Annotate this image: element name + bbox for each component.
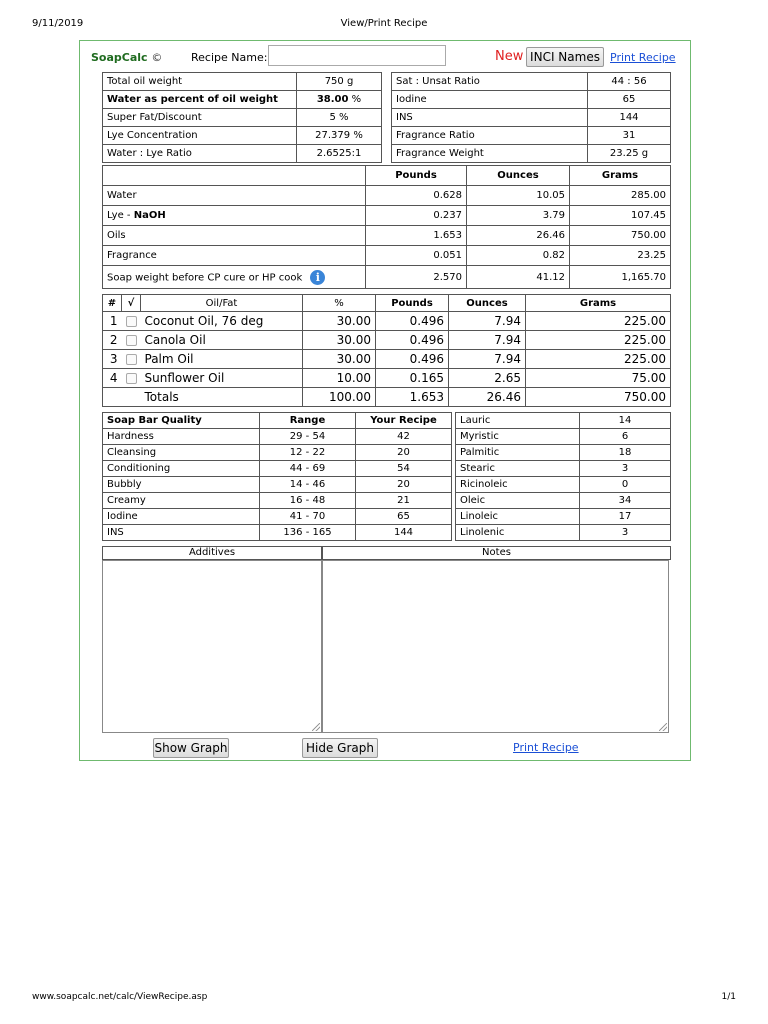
- quality-row: [103, 509, 452, 525]
- property-row: [392, 145, 671, 163]
- weight-pounds: 0.051: [366, 246, 467, 266]
- oil-settings-table: [102, 72, 382, 163]
- oils-header-name: Oil/Fat: [141, 295, 303, 312]
- quality-header-range: Range: [260, 413, 356, 429]
- weight-label-text: Lye -: [107, 210, 134, 221]
- info-icon[interactable]: i: [310, 270, 325, 285]
- quality-row: [103, 493, 452, 509]
- quality-row: [103, 477, 452, 493]
- fatty-acid-name: Linoleic: [456, 509, 580, 525]
- fatty-acid-row: [456, 525, 671, 541]
- property-label: Fragrance Weight: [392, 145, 588, 163]
- setting-value-number: 38.00: [316, 94, 349, 105]
- weight-ounces: 0.82: [467, 246, 570, 266]
- oil-grams: 225.00: [526, 312, 671, 331]
- oil-ounces: 7.94: [449, 350, 526, 369]
- fatty-acid-name: Lauric: [456, 413, 580, 429]
- quality-range: 16 - 48: [260, 493, 356, 509]
- setting-label: Water as percent of oil weight: [103, 91, 297, 109]
- quality-value: 65: [356, 509, 452, 525]
- weight-label: [103, 186, 366, 206]
- notes-header: Notes: [322, 546, 671, 560]
- weight-label: [103, 226, 366, 246]
- weight-row: [103, 206, 671, 226]
- quality-value: 20: [356, 477, 452, 493]
- weight-grams: 285.00: [570, 186, 671, 206]
- weight-row: [103, 186, 671, 206]
- quality-name: Bubbly: [103, 477, 260, 493]
- setting-value: [297, 73, 382, 91]
- recipe-name-input[interactable]: [268, 45, 446, 66]
- weight-label-text: Water: [107, 190, 137, 201]
- settings-row: [103, 145, 382, 163]
- fatty-acid-name: Stearic: [456, 461, 580, 477]
- oil-checkbox-cell: [122, 312, 141, 331]
- fatty-acid-name: Ricinoleic: [456, 477, 580, 493]
- property-row: [392, 73, 671, 91]
- settings-row: [103, 109, 382, 127]
- oil-pct: 30.00: [303, 331, 376, 350]
- fatty-acid-value: 17: [580, 509, 671, 525]
- quality-row: [103, 445, 452, 461]
- property-label: Iodine: [392, 91, 588, 109]
- quality-name: Hardness: [103, 429, 260, 445]
- property-value: 65: [588, 91, 671, 109]
- fatty-acid-value: 18: [580, 445, 671, 461]
- quality-row: [103, 461, 452, 477]
- weight-pounds: 0.628: [366, 186, 467, 206]
- fatty-acid-row: [456, 445, 671, 461]
- oil-row: [103, 369, 671, 388]
- weight-row: [103, 226, 671, 246]
- resize-grip-icon[interactable]: [659, 723, 667, 731]
- print-url: www.soapcalc.net/calc/ViewRecipe.asp: [32, 992, 208, 1002]
- quality-row: [103, 525, 452, 541]
- totals-ounces: 26.46: [449, 388, 526, 407]
- property-value: 44 : 56: [588, 73, 671, 91]
- weights-header-blank: [103, 166, 366, 186]
- quality-range: 44 - 69: [260, 461, 356, 477]
- oil-checkbox-cell: [122, 331, 141, 350]
- soap-weight-label: [103, 266, 366, 289]
- weight-label: [103, 206, 366, 226]
- quality-row: [103, 429, 452, 445]
- oils-header-check: √: [122, 295, 141, 312]
- property-row: [392, 91, 671, 109]
- inci-names-button[interactable]: INCI Names: [526, 47, 604, 67]
- fatty-acid-row: [456, 477, 671, 493]
- oil-number: 4: [103, 369, 122, 388]
- recipe-name-label: Recipe Name:: [191, 51, 268, 64]
- quality-value: 144: [356, 525, 452, 541]
- fatty-acid-row: [456, 509, 671, 525]
- property-row: [392, 109, 671, 127]
- oil-row: [103, 350, 671, 369]
- oil-ounces: 7.94: [449, 312, 526, 331]
- oil-pounds: 0.496: [376, 331, 449, 350]
- print-footer: [32, 992, 736, 1006]
- soap-weight-pounds: 2.570: [366, 266, 467, 289]
- quality-header-recipe: Your Recipe: [356, 413, 452, 429]
- quality-name: Conditioning: [103, 461, 260, 477]
- oil-checkbox-cell: [122, 369, 141, 388]
- weight-grams: 23.25: [570, 246, 671, 266]
- weight-grams: 107.45: [570, 206, 671, 226]
- fatty-acid-row: [456, 493, 671, 509]
- weight-label-chem: NaOH: [133, 210, 166, 221]
- setting-label: Total oil weight: [103, 73, 297, 91]
- setting-value-number: 27.379 %: [315, 130, 363, 141]
- oils-totals-row: [103, 388, 671, 407]
- oil-grams: 75.00: [526, 369, 671, 388]
- weight-grams: 750.00: [570, 226, 671, 246]
- oil-pct: 10.00: [303, 369, 376, 388]
- setting-label: Super Fat/Discount: [103, 109, 297, 127]
- weight-ounces: 26.46: [467, 226, 570, 246]
- soap-quality-table: [102, 412, 452, 541]
- oil-checkbox[interactable]: [126, 354, 137, 365]
- fatty-acid-value: 0: [580, 477, 671, 493]
- oils-header-ounces: Ounces: [449, 295, 526, 312]
- print-date: 9/11/2019: [32, 18, 84, 29]
- quality-value: 20: [356, 445, 452, 461]
- fatty-acid-value: 14: [580, 413, 671, 429]
- oils-table: [102, 294, 671, 407]
- oil-pounds: 0.165: [376, 369, 449, 388]
- oil-number: 2: [103, 331, 122, 350]
- quality-name: Creamy: [103, 493, 260, 509]
- additives-header: Additives: [102, 546, 322, 560]
- oil-number: 3: [103, 350, 122, 369]
- print-recipe-link-bottom[interactable]: Print Recipe: [513, 741, 579, 754]
- oil-name: Palm Oil: [141, 350, 303, 369]
- oil-grams: 225.00: [526, 350, 671, 369]
- settings-row: [103, 73, 382, 91]
- oil-pounds: 0.496: [376, 350, 449, 369]
- fatty-acid-name: Palmitic: [456, 445, 580, 461]
- weight-label-text: Oils: [107, 230, 126, 241]
- oil-checkbox[interactable]: [126, 335, 137, 346]
- quality-name: Cleansing: [103, 445, 260, 461]
- quality-value: 42: [356, 429, 452, 445]
- oil-ounces: 7.94: [449, 331, 526, 350]
- oil-number: 1: [103, 312, 122, 331]
- setting-value-number: 750 g: [324, 76, 354, 87]
- setting-value-number: 2.6525:1: [316, 148, 362, 159]
- setting-value: [297, 109, 382, 127]
- oil-checkbox[interactable]: [126, 373, 137, 384]
- property-value: 23.25 g: [588, 145, 671, 163]
- notes-textarea[interactable]: [322, 560, 669, 733]
- oil-row: [103, 312, 671, 331]
- oil-pct: 30.00: [303, 312, 376, 331]
- weight-label: [103, 246, 366, 266]
- weight-pounds: 0.237: [366, 206, 467, 226]
- weights-header-pounds: Pounds: [366, 166, 467, 186]
- property-label: Fragrance Ratio: [392, 127, 588, 145]
- print-title: View/Print Recipe: [340, 18, 428, 29]
- oil-checkbox-cell: [122, 350, 141, 369]
- oil-ounces: 2.65: [449, 369, 526, 388]
- weight-ounces: 10.05: [467, 186, 570, 206]
- quality-range: 12 - 22: [260, 445, 356, 461]
- soap-weight-row: [103, 266, 671, 289]
- setting-value-unit: %: [351, 94, 362, 105]
- new-label: New: [495, 49, 524, 64]
- fatty-acids-table: [455, 412, 671, 541]
- fatty-acid-row: [456, 461, 671, 477]
- fatty-acid-row: [456, 413, 671, 429]
- quality-name: Iodine: [103, 509, 260, 525]
- oil-row: [103, 331, 671, 350]
- fatty-acid-name: Myristic: [456, 429, 580, 445]
- soap-weight-ounces: 41.12: [467, 266, 570, 289]
- totals-blank: [103, 388, 122, 407]
- totals-blank: [122, 388, 141, 407]
- weight-row: [103, 246, 671, 266]
- weights-header-grams: Grams: [570, 166, 671, 186]
- property-label: INS: [392, 109, 588, 127]
- brand-logo: SoapCalc ©: [91, 51, 163, 64]
- quality-range: 136 - 165: [260, 525, 356, 541]
- fatty-acid-name: Linolenic: [456, 525, 580, 541]
- setting-value-number: 5 %: [329, 112, 349, 123]
- quality-range: 14 - 46: [260, 477, 356, 493]
- quality-header-name: Soap Bar Quality: [103, 413, 260, 429]
- setting-value: [297, 91, 382, 109]
- property-row: [392, 127, 671, 145]
- fatty-acid-value: 34: [580, 493, 671, 509]
- recipe-frame: [79, 40, 691, 761]
- fatty-acid-row: [456, 429, 671, 445]
- oils-header-num: #: [103, 295, 122, 312]
- top-bar: [80, 41, 690, 71]
- show-graph-button[interactable]: Show Graph: [153, 738, 229, 758]
- setting-value: [297, 145, 382, 163]
- weight-pounds: 1.653: [366, 226, 467, 246]
- property-value: 31: [588, 127, 671, 145]
- fatty-acid-value: 3: [580, 525, 671, 541]
- soap-weight-grams: 1,165.70: [570, 266, 671, 289]
- quality-range: 41 - 70: [260, 509, 356, 525]
- oil-pct: 30.00: [303, 350, 376, 369]
- setting-value: [297, 127, 382, 145]
- fatty-acid-value: 3: [580, 461, 671, 477]
- totals-grams: 750.00: [526, 388, 671, 407]
- quality-value: 21: [356, 493, 452, 509]
- print-header: [32, 18, 736, 32]
- print-page-number: 1/1: [721, 992, 736, 1002]
- weight-label-text: Fragrance: [107, 250, 157, 261]
- property-value: 144: [588, 109, 671, 127]
- oil-pounds: 0.496: [376, 312, 449, 331]
- property-label: Sat : Unsat Ratio: [392, 73, 588, 91]
- weights-table: [102, 165, 671, 289]
- oil-name: Sunflower Oil: [141, 369, 303, 388]
- quality-name: INS: [103, 525, 260, 541]
- hide-graph-button[interactable]: Hide Graph: [302, 738, 378, 758]
- oil-grams: 225.00: [526, 331, 671, 350]
- oil-name: Coconut Oil, 76 deg: [141, 312, 303, 331]
- oils-header-pounds: Pounds: [376, 295, 449, 312]
- quality-value: 54: [356, 461, 452, 477]
- quality-range: 29 - 54: [260, 429, 356, 445]
- settings-row: [103, 91, 382, 109]
- print-recipe-link-top[interactable]: Print Recipe: [610, 51, 676, 64]
- resize-grip-icon[interactable]: [312, 723, 320, 731]
- setting-label: Water : Lye Ratio: [103, 145, 297, 163]
- weight-ounces: 3.79: [467, 206, 570, 226]
- settings-row: [103, 127, 382, 145]
- recipe-properties-table: [391, 72, 671, 163]
- soap-weight-label-text: Soap weight before CP cure or HP cook: [107, 272, 303, 283]
- totals-label: Totals: [141, 388, 303, 407]
- weights-header-ounces: Ounces: [467, 166, 570, 186]
- oil-name: Canola Oil: [141, 331, 303, 350]
- setting-label: Lye Concentration: [103, 127, 297, 145]
- totals-pct: 100.00: [303, 388, 376, 407]
- oil-checkbox[interactable]: [126, 316, 137, 327]
- oils-header-pct: %: [303, 295, 376, 312]
- fatty-acid-name: Oleic: [456, 493, 580, 509]
- additives-textarea[interactable]: [102, 560, 322, 733]
- totals-pounds: 1.653: [376, 388, 449, 407]
- oils-header-grams: Grams: [526, 295, 671, 312]
- fatty-acid-value: 6: [580, 429, 671, 445]
